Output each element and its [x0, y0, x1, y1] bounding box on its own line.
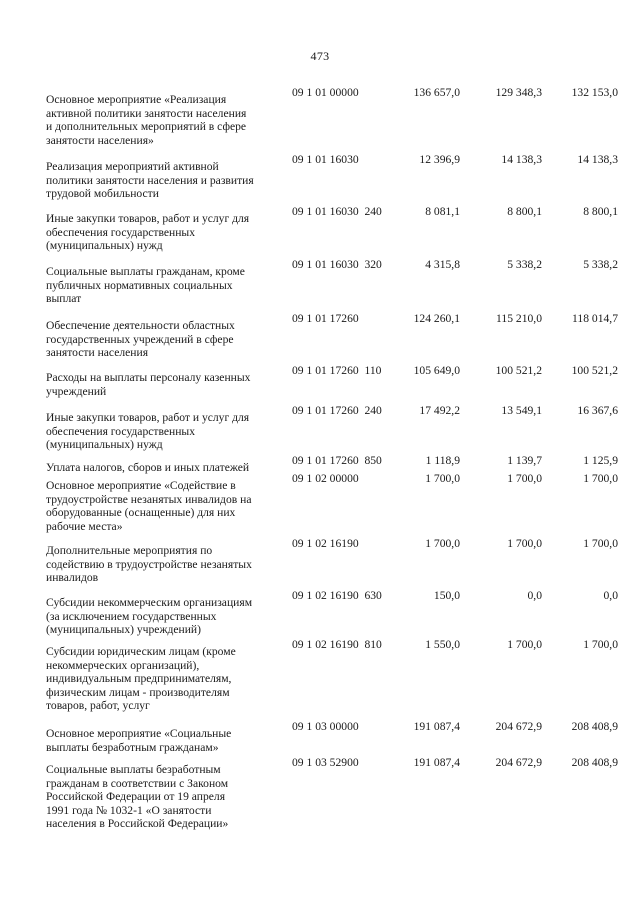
row-code: 09 1 03 00000 — [292, 720, 359, 733]
row-code: 09 1 02 16190 630 — [292, 589, 382, 602]
row-name: Иные закупки товаров, работ и услуг для обеспечения государственных (муниципальных) нужд — [46, 411, 250, 452]
row-value-3: 5 338,2 — [583, 258, 618, 271]
row-value-1: 17 492,2 — [419, 404, 460, 417]
row-value-2: 1 700,0 — [507, 472, 542, 485]
row-value-2: 8 800,1 — [507, 205, 542, 218]
row-value-1: 191 087,4 — [413, 720, 460, 733]
row-value-3: 16 367,6 — [577, 404, 618, 417]
row-value-3: 14 138,3 — [577, 153, 618, 166]
row-name: Основное мероприятие «Социальные выплаты безработным гражданам» — [46, 727, 232, 754]
row-value-2: 0,0 — [527, 589, 542, 602]
row-value-1: 1 700,0 — [425, 472, 460, 485]
row-name: Реализация мероприятий активной политики занятости населения и развития трудовой мобильности — [46, 160, 254, 201]
table-row — [46, 86, 622, 153]
row-name: Дополнительные мероприятия по содействию в трудоустройстве незанятых инвалидов — [46, 544, 252, 585]
table-row — [46, 638, 622, 720]
row-value-1: 12 396,9 — [419, 153, 460, 166]
row-value-2: 100 521,2 — [495, 364, 542, 377]
row-value-3: 1 700,0 — [583, 472, 618, 485]
row-code: 09 1 01 17260 — [292, 312, 359, 325]
row-value-1: 8 081,1 — [425, 205, 460, 218]
row-name: Субсидии юридическим лицам (кроме некоммерческих организаций), индивидуальным предпринимателям, физическим лицам - производителям товаров, работ, услуг — [46, 645, 236, 713]
page-number: 473 — [310, 49, 330, 63]
row-code: 09 1 01 16030 240 — [292, 205, 382, 218]
row-code: 09 1 02 16190 — [292, 537, 359, 550]
row-value-1: 136 657,0 — [413, 86, 460, 99]
row-code: 09 1 01 16030 320 — [292, 258, 382, 271]
row-value-2: 5 338,2 — [507, 258, 542, 271]
row-code: 09 1 01 16030 — [292, 153, 359, 166]
row-code: 09 1 01 17260 110 — [292, 364, 382, 377]
row-code: 09 1 02 00000 — [292, 472, 359, 485]
row-value-2: 115 210,0 — [496, 312, 542, 325]
row-name: Обеспечение деятельности областных государственных учреждений в сфере занятости населения — [46, 319, 235, 360]
row-value-3: 1 700,0 — [583, 638, 618, 651]
row-name: Субсидии некоммерческим организациям (за исключением государственных (муниципальных) учреждений) — [46, 596, 253, 637]
row-value-2: 204 672,9 — [495, 756, 542, 769]
table-row — [46, 312, 622, 364]
table-row — [46, 537, 622, 589]
row-value-1: 1 550,0 — [425, 638, 460, 651]
row-value-1: 1 118,9 — [425, 454, 460, 467]
table-row — [46, 589, 622, 638]
row-value-1: 105 649,0 — [413, 364, 460, 377]
row-value-1: 1 700,0 — [425, 537, 460, 550]
row-value-2: 1 139,7 — [507, 454, 542, 467]
row-value-3: 1 125,9 — [583, 454, 618, 467]
row-code: 09 1 01 00000 — [292, 86, 359, 99]
row-value-3: 0,0 — [603, 589, 618, 602]
table-row — [46, 472, 622, 537]
table-row — [46, 153, 622, 205]
row-code: 09 1 02 16190 810 — [292, 638, 382, 651]
row-name: Расходы на выплаты персоналу казенных учреждений — [46, 371, 251, 398]
row-code: 09 1 01 17260 850 — [292, 454, 382, 467]
row-value-3: 1 700,0 — [583, 537, 618, 550]
row-name: Основное мероприятие «Содействие в трудоустройстве незанятых инвалидов на оборудованные (оснащенные) для них рабочие места» — [46, 479, 252, 533]
row-value-2: 1 700,0 — [507, 638, 542, 651]
row-value-2: 1 700,0 — [507, 537, 542, 550]
row-value-3: 132 153,0 — [571, 86, 618, 99]
row-name: Иные закупки товаров, работ и услуг для обеспечения государственных (муниципальных) нужд — [46, 212, 250, 253]
table-row — [46, 404, 622, 454]
table-row — [46, 454, 622, 472]
row-value-1: 191 087,4 — [413, 756, 460, 769]
budget-table — [46, 86, 622, 838]
row-value-1: 4 315,8 — [425, 258, 460, 271]
table-row — [46, 756, 622, 838]
row-value-2: 13 549,1 — [501, 404, 542, 417]
row-value-3: 208 408,9 — [571, 720, 618, 733]
table-row — [46, 258, 622, 312]
row-value-3: 100 521,2 — [571, 364, 618, 377]
row-name: Социальные выплаты гражданам, кроме публичных нормативных социальных выплат — [46, 265, 245, 306]
row-value-2: 129 348,3 — [495, 86, 542, 99]
row-name: Основное мероприятие «Реализация активной политики занятости населения и дополнительных мероприятий в сфере занятости населения» — [46, 93, 247, 147]
table-row — [46, 720, 622, 756]
row-code: 09 1 01 17260 240 — [292, 404, 382, 417]
row-value-3: 118 014,7 — [572, 312, 618, 325]
row-value-3: 208 408,9 — [571, 756, 618, 769]
row-value-3: 8 800,1 — [583, 205, 618, 218]
row-value-2: 14 138,3 — [501, 153, 542, 166]
row-name: Социальные выплаты безработным гражданам в соответствии с Законом Российской Федерации от 19 апреля 1991 года № 1032-1 «О занятости населения в Российской Федерации» — [46, 763, 229, 831]
row-value-1: 124 260,1 — [413, 312, 460, 325]
row-value-1: 150,0 — [433, 589, 460, 602]
row-code: 09 1 03 52900 — [292, 756, 359, 769]
row-value-2: 204 672,9 — [495, 720, 542, 733]
table-row — [46, 205, 622, 258]
table-row — [46, 364, 622, 404]
row-name: Уплата налогов, сборов и иных платежей — [46, 461, 250, 474]
